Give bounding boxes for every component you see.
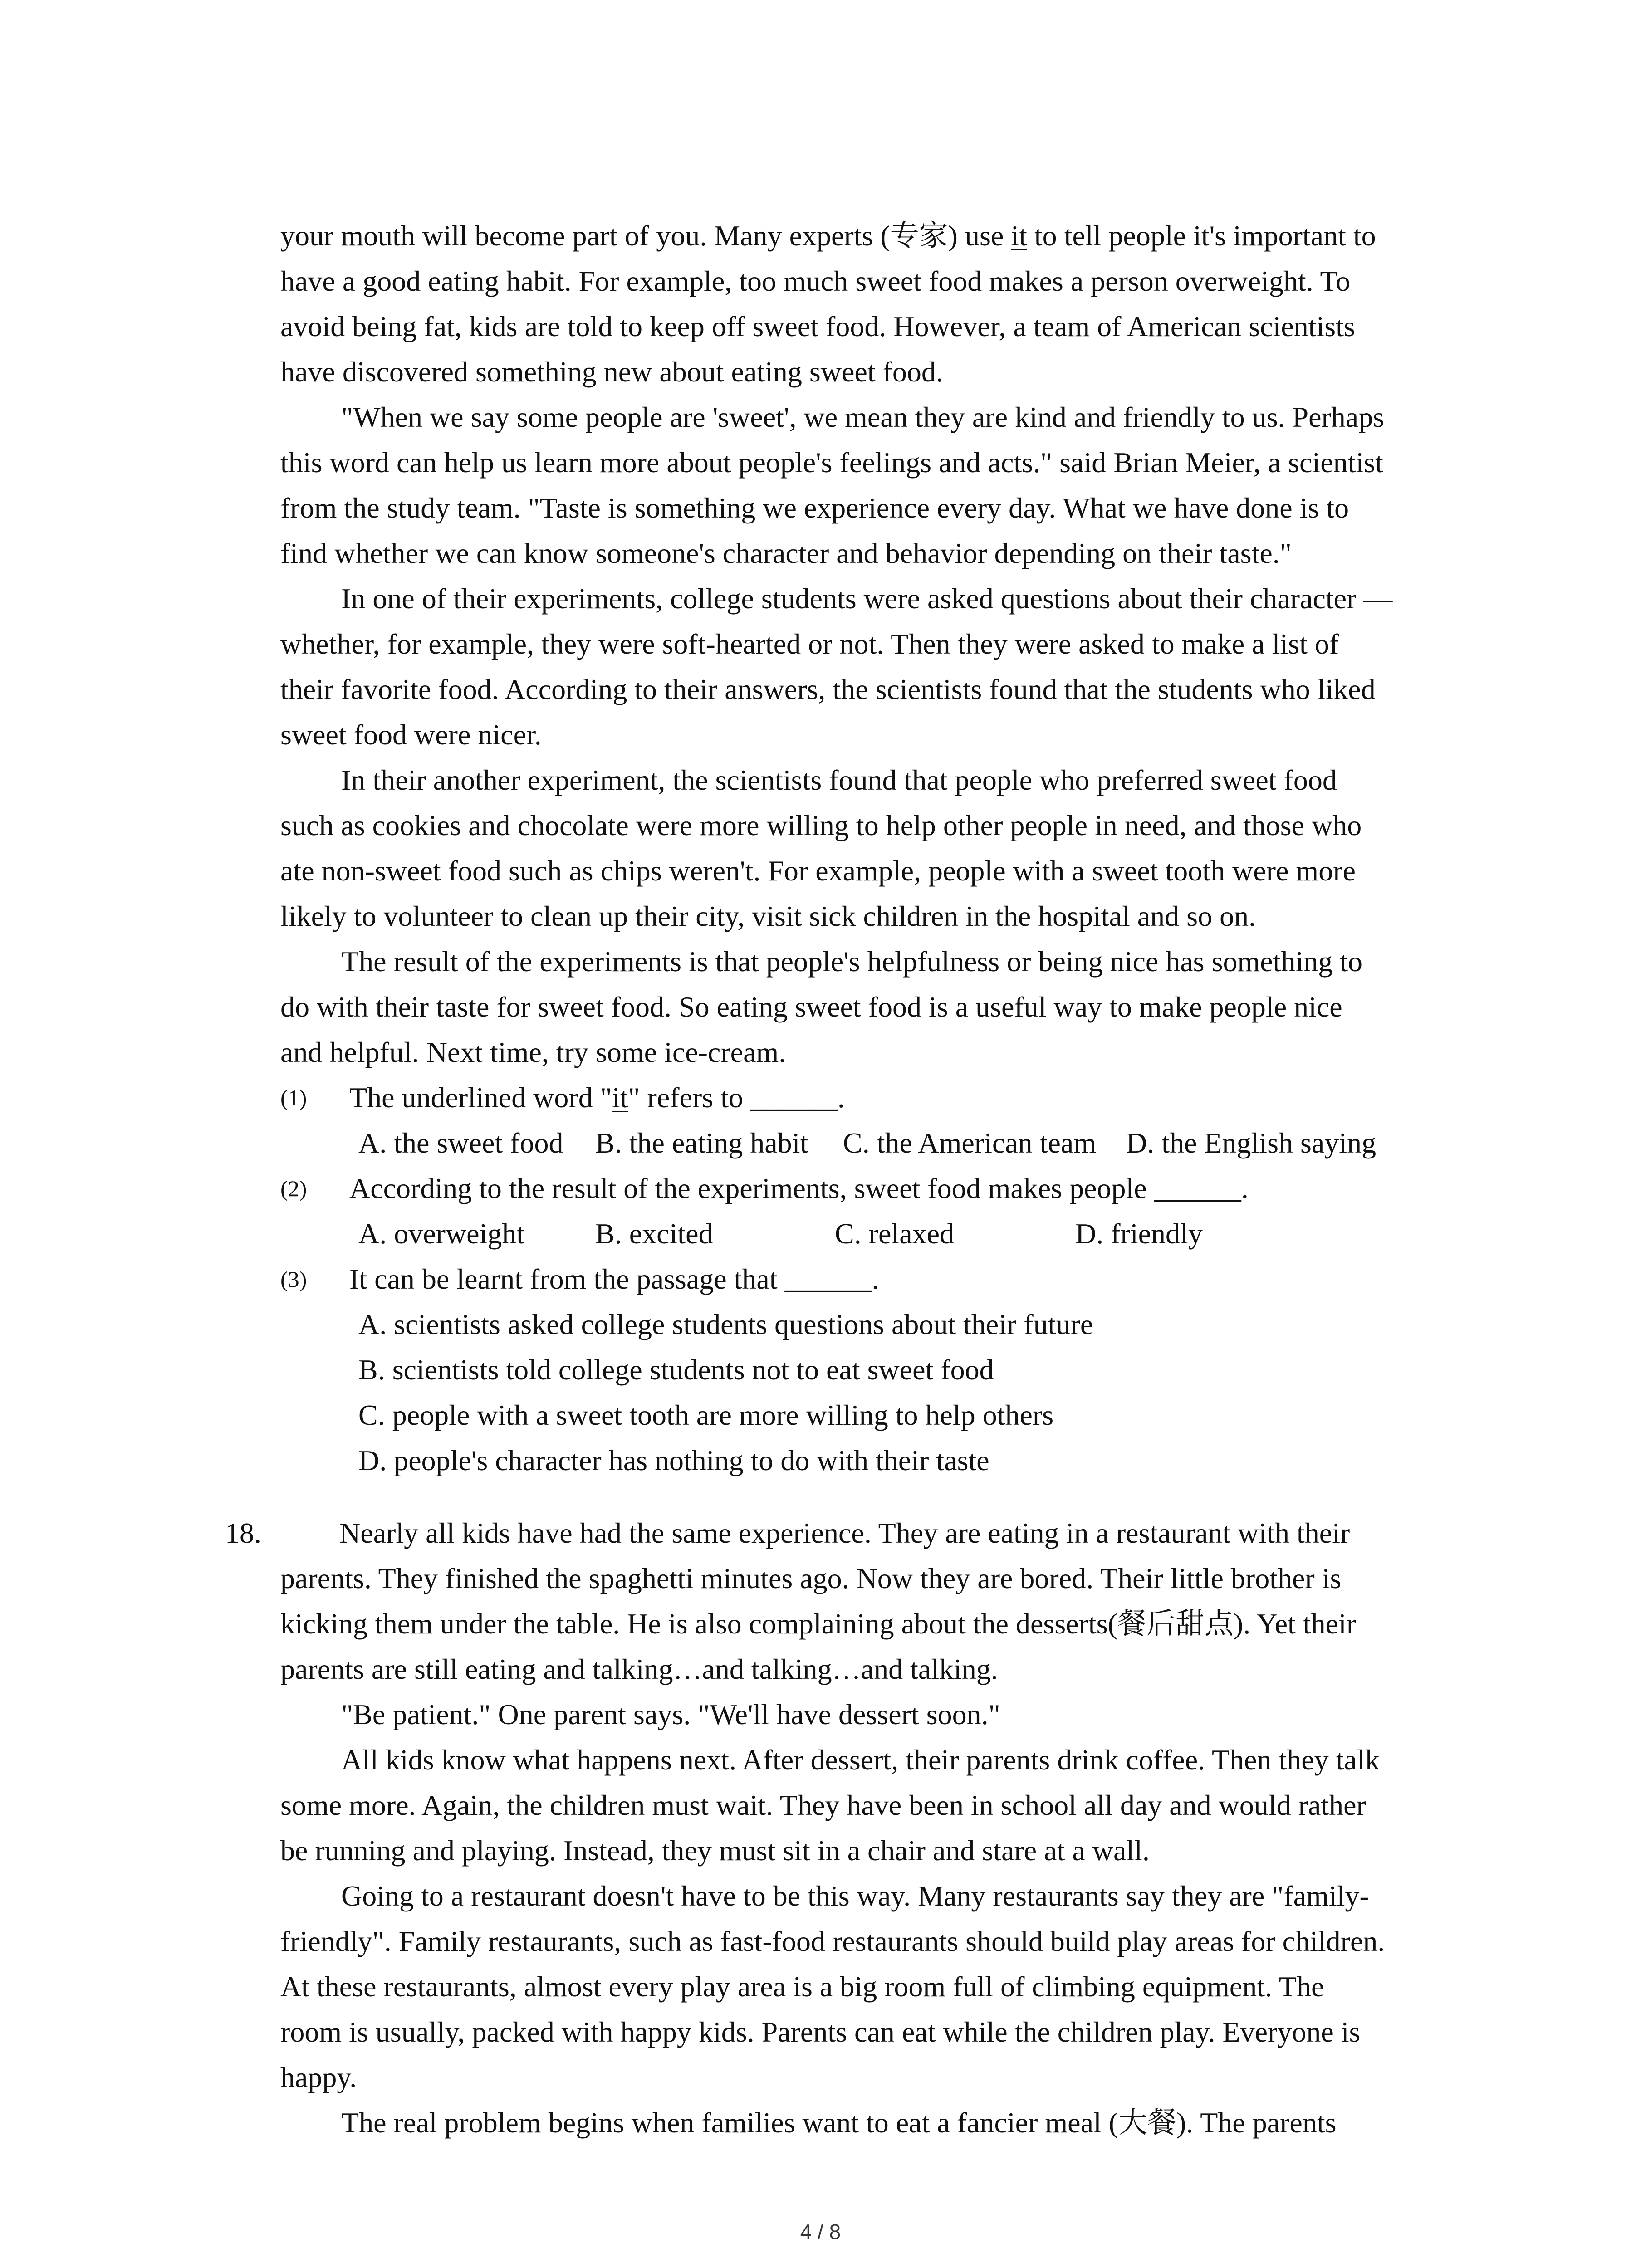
answer-option[interactable]: B. the eating habit	[595, 1127, 808, 1159]
passage-line: Nearly all kids have had the same experience. They are eating in a restaurant with their	[339, 1517, 1350, 1549]
passage-line: your mouth will become part of you. Many experts (专家) use it to tell people it's important to	[280, 220, 1376, 252]
passage-line: such as cookies and chocolate were more willing to help other people in need, and those who	[280, 809, 1362, 841]
passage-line: have discovered something new about eating sweet food.	[280, 356, 943, 388]
question-number: (2)	[280, 1176, 307, 1201]
passage-line: In one of their experiments, college students were asked questions about their character —	[341, 582, 1393, 615]
question-number: (1)	[280, 1085, 307, 1110]
passage-line: sweet food were nicer.	[280, 719, 542, 751]
passage-line: room is usually, packed with happy kids. Parents can eat while the children play. Everyone is	[280, 2016, 1361, 2048]
passage-line: All kids know what happens next. After dessert, their parents drink coffee. Then they talk	[341, 1744, 1380, 1776]
answer-option[interactable]: D. the English saying	[1126, 1127, 1376, 1159]
passage-line: "When we say some people are 'sweet', we mean they are kind and friendly to us. Perhaps	[341, 401, 1385, 433]
passage-line: from the study team. "Taste is something we experience every day. What we have done is to	[280, 492, 1349, 524]
answer-option[interactable]: C. people with a sweet tooth are more willing to help others	[358, 1399, 1054, 1431]
passage-line: some more. Again, the children must wait. They have been in school all day and would rather	[280, 1789, 1366, 1821]
passage-line: find whether we can know someone's character and behavior depending on their taste."	[280, 537, 1292, 569]
underlined-word: it	[1011, 220, 1027, 252]
passage-line: parents. They finished the spaghetti minutes ago. Now they are bored. Their little brother is	[280, 1562, 1342, 1594]
answer-option[interactable]: D. people's character has nothing to do with their taste	[358, 1444, 989, 1476]
answer-option[interactable]: C. relaxed	[835, 1217, 954, 1250]
passage-line: "Be patient." One parent says. "We'll have dessert soon."	[341, 1698, 1000, 1730]
passage-line: parents are still eating and talking…and talking…and talking.	[280, 1653, 998, 1685]
passage-line: friendly". Family restaurants, such as fast-food restaurants should build play areas for children.	[280, 1925, 1385, 1957]
passage-line: In their another experiment, the scientists found that people who preferred sweet food	[341, 764, 1337, 796]
passage-line: The real problem begins when families want to eat a fancier meal (大餐). The parents	[341, 2107, 1337, 2139]
passage-line: this word can help us learn more about people's feelings and acts." said Brian Meier, a scientist	[280, 446, 1383, 479]
passage-line: have a good eating habit. For example, too much sweet food makes a person overweight. To	[280, 265, 1351, 297]
passage-line: happy.	[280, 2061, 357, 2093]
passage-line: do with their taste for sweet food. So eating sweet food is a useful way to make people nice	[280, 991, 1342, 1023]
question-number: (3)	[280, 1266, 307, 1292]
answer-option[interactable]: A. scientists asked college students questions about their future	[358, 1308, 1093, 1340]
passage-line: The result of the experiments is that people's helpfulness or being nice has something to	[341, 945, 1362, 978]
underlined-word: it	[612, 1081, 628, 1114]
answer-option[interactable]: A. the sweet food	[358, 1127, 563, 1159]
passage-line: whether, for example, they were soft-hearted or not. Then they were asked to make a list of	[280, 628, 1339, 660]
question-number-18: 18.	[225, 1517, 261, 1549]
answer-option[interactable]: C. the American team	[843, 1127, 1097, 1159]
passage-line: likely to volunteer to clean up their city, visit sick children in the hospital and so on.	[280, 900, 1256, 932]
answer-option[interactable]: B. scientists told college students not to eat sweet food	[358, 1354, 994, 1386]
question-stem: It can be learnt from the passage that ______.	[349, 1263, 879, 1295]
answer-option[interactable]: D. friendly	[1075, 1217, 1203, 1250]
answer-option[interactable]: B. excited	[595, 1217, 713, 1250]
question-stem: According to the result of the experiments, sweet food makes people ______.	[349, 1172, 1249, 1204]
passage-line: be running and playing. Instead, they must sit in a chair and stare at a wall.	[280, 1834, 1150, 1867]
passage-line: and helpful. Next time, try some ice-cream.	[280, 1036, 786, 1068]
passage-line: their favorite food. According to their answers, the scientists found that the students who liked	[280, 673, 1376, 705]
answer-option[interactable]: A. overweight	[358, 1217, 525, 1250]
passage-line: Going to a restaurant doesn't have to be this way. Many restaurants say they are "family-	[341, 1880, 1369, 1912]
passage-line: At these restaurants, almost every play area is a big room full of climbing equipment. The	[280, 1970, 1324, 2003]
page-number: 4 / 8	[800, 2220, 841, 2244]
passage-line: ate non-sweet food such as chips weren't. For example, people with a sweet tooth were more	[280, 855, 1356, 887]
question-stem: The underlined word "it" refers to ______.	[349, 1081, 845, 1114]
passage-line: kicking them under the table. He is also complaining about the desserts(餐后甜点). Yet their	[280, 1608, 1357, 1640]
passage-line: avoid being fat, kids are told to keep off sweet food. However, a team of American scientists	[280, 310, 1355, 342]
